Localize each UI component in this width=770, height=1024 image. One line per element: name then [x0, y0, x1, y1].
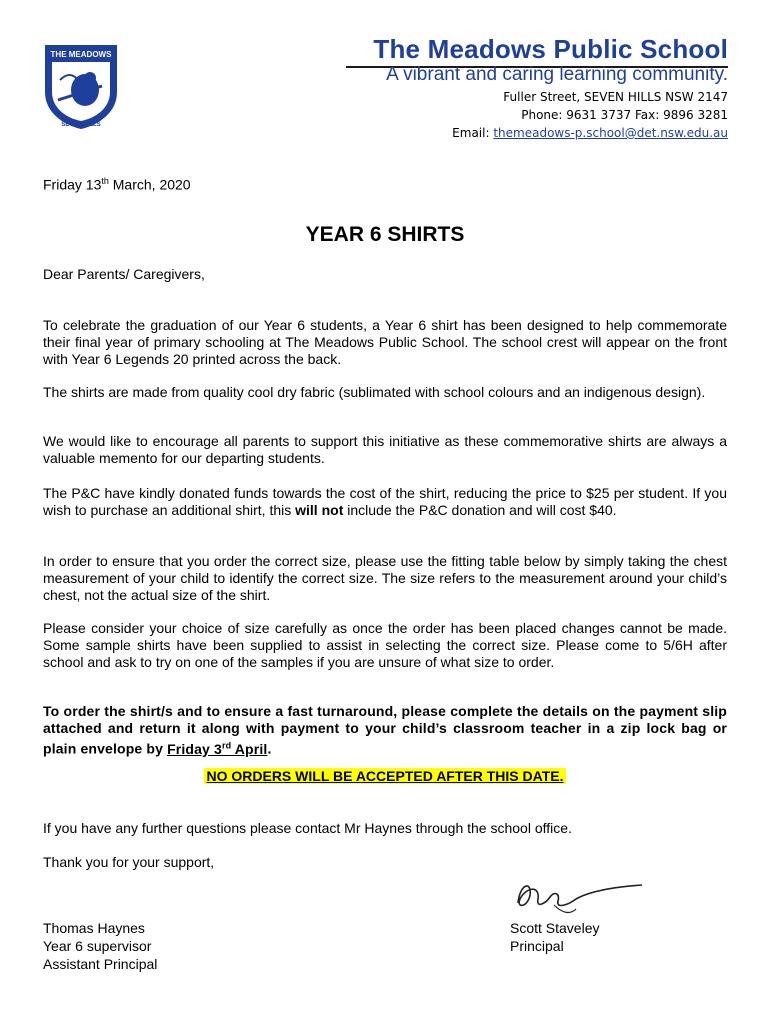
school-name: The Meadows Public School — [373, 34, 728, 64]
principal-signature — [510, 873, 650, 923]
signatory-left-name: Thomas Haynes — [43, 920, 145, 936]
date-ordinal: th — [101, 176, 109, 186]
paragraph-samples: Please consider your choice of size carefully as once the order has been placed changes cannot be made. Some sample shirts have been supplied to assist in selecting the correct size. Please come to 5/6H after school and ask to try on one of the samples if you are unsure of what size to order. — [43, 620, 727, 670]
school-tagline: A vibrant and caring learning community. — [386, 64, 728, 85]
closing-thanks: Thank you for your support, — [43, 854, 215, 870]
school-phone: Phone: 9631 3737 Fax: 9896 3281 — [521, 108, 728, 122]
signatory-left-title: Assistant Principal — [43, 956, 158, 972]
price-text-a: The P&C have kindly donated funds towards the cost of the shirt, reducing the price to $25 per student. If you wish to purchase an additional shirt, this — [43, 485, 727, 518]
signatory-right-name: Scott Staveley — [510, 920, 600, 936]
date-day: Friday 13 — [43, 176, 102, 193]
order-end: . — [267, 740, 272, 757]
deadline-notice — [0, 768, 770, 784]
svg-text:SEVEN HILLS: SEVEN HILLS — [61, 122, 101, 128]
paragraph-graduation: To celebrate the graduation of our Year 6 students, a Year 6 shirt has been designed to help commemorate their final year of primary schooling at The Meadows Public School. The school crest will appear on the front with Year 6 Legends 20 printed across the back. — [43, 317, 727, 367]
signatory-right — [510, 919, 600, 955]
deadline-month: April — [231, 740, 268, 757]
salutation: Dear Parents/ Caregivers, — [43, 266, 205, 282]
price-emphasis: will not — [295, 502, 344, 518]
signatory-right-title: Principal — [510, 938, 564, 954]
paragraph-encourage: We would like to encourage all parents to support this initiative as these commemorative shirts are always a valuable memento for our departing students. — [43, 433, 727, 466]
letter-title: YEAR 6 SHIRTS — [305, 223, 465, 246]
paragraph-sizing: In order to ensure that you order the correct size, please use the fitting table below by simply taking the chest measurement of your child to identify the correct size. The size refers to the measurement around your child’s chest, not the actual size of the shirt. — [43, 553, 727, 603]
school-crest-logo — [40, 40, 122, 130]
paragraph-price — [43, 485, 727, 519]
order-text: To order the shirt/s and to ensure a fast turnaround, please complete the details on the payment slip attached and return it along with payment to your child’s classroom teacher in a zip lock bag or plain envelope by — [43, 703, 727, 757]
deadline-notice-text: NO ORDERS WILL BE ACCEPTED AFTER THIS DATE. — [206, 768, 564, 784]
deadline-ordinal: rd — [221, 740, 232, 750]
school-address: Fuller Street, SEVEN HILLS NSW 2147 — [503, 90, 728, 104]
price-text-b: include the P&C donation and will cost $40. — [343, 502, 617, 518]
paragraph-order-instructions — [43, 703, 727, 758]
svg-text:THE MEADOWS: THE MEADOWS — [50, 50, 112, 59]
paragraph-questions: If you have any further questions please contact Mr Haynes through the school office. — [43, 820, 572, 836]
letter-date — [43, 176, 191, 193]
order-deadline — [167, 741, 267, 757]
school-email — [452, 126, 728, 140]
email-label: Email: — [452, 126, 494, 140]
email-link[interactable]: themeadows-p.school@det.nsw.edu.au — [493, 126, 728, 140]
signatory-left-role: Year 6 supervisor — [43, 938, 152, 954]
signatory-left — [43, 919, 157, 973]
paragraph-fabric: The shirts are made from quality cool dry fabric (sublimated with school colours and an indigenous design). — [43, 384, 706, 400]
date-month-year: March, 2020 — [108, 176, 191, 193]
deadline-day: Friday 3 — [167, 740, 222, 757]
